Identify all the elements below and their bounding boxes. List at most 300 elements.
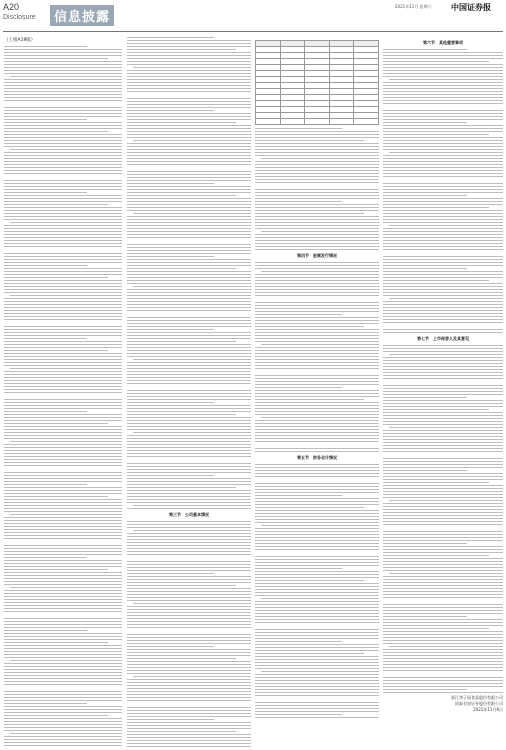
text-line [255, 408, 379, 409]
text-line [127, 204, 251, 205]
body-text [127, 37, 251, 509]
text-line [4, 143, 122, 144]
text-line [383, 683, 503, 684]
text-line [255, 143, 379, 144]
text-line [4, 742, 122, 743]
text-line [383, 476, 503, 477]
text-line [261, 231, 379, 232]
text-line [255, 492, 379, 493]
text-line [4, 517, 122, 518]
text-line [127, 579, 251, 580]
text-line [255, 647, 379, 648]
text-line [255, 240, 379, 241]
text-line [383, 113, 503, 114]
text-line [4, 508, 122, 509]
text-line [4, 326, 122, 327]
text-line [127, 567, 251, 568]
text-line [127, 685, 251, 686]
text-line [4, 426, 122, 427]
text-line [383, 543, 467, 544]
text-line [383, 49, 467, 50]
text-line [4, 417, 122, 418]
text-line [4, 657, 122, 658]
text-line [4, 712, 122, 713]
text-line [127, 371, 251, 372]
text-line [127, 323, 251, 324]
text-line [255, 677, 379, 678]
text-line [127, 207, 251, 208]
text-line [4, 82, 122, 83]
text-line [4, 669, 122, 670]
table-cell [256, 119, 281, 125]
text-line [255, 350, 379, 351]
text-line [255, 604, 379, 605]
text-line [127, 527, 251, 528]
text-line [255, 613, 379, 614]
text-line [127, 402, 214, 403]
column-1 [4, 37, 122, 747]
text-line [383, 400, 503, 401]
text-line [255, 577, 379, 578]
text-line [127, 277, 251, 278]
text-line [127, 304, 251, 305]
text-line [383, 277, 503, 278]
text-line [4, 654, 122, 655]
text-line [127, 262, 251, 263]
text-line [4, 61, 122, 62]
text-line [383, 173, 503, 174]
text-line [255, 311, 379, 312]
text-line [383, 88, 503, 89]
section-heading: 第六节 其他重要事项 [423, 40, 463, 45]
text-line [4, 119, 87, 120]
text-line [255, 695, 379, 696]
text-line [383, 58, 503, 59]
text-line [255, 137, 379, 138]
text-line [255, 616, 379, 617]
text-line [255, 128, 342, 129]
text-line [4, 675, 122, 676]
text-line [4, 721, 122, 722]
text-line [4, 64, 122, 65]
text-line [127, 347, 251, 348]
text-line [127, 149, 251, 150]
text-line [4, 572, 122, 573]
text-line [383, 558, 503, 559]
text-line [127, 338, 251, 339]
text-line [10, 295, 122, 296]
text-line [127, 289, 251, 290]
text-line [4, 663, 122, 664]
text-line [127, 125, 251, 126]
text-line [383, 433, 503, 434]
text-line [4, 450, 122, 451]
text-line [4, 231, 122, 232]
text-line [383, 161, 503, 162]
text-line [383, 262, 503, 263]
text-line [255, 292, 379, 293]
text-line [127, 158, 251, 159]
text-line [383, 131, 503, 132]
text-line [255, 464, 379, 465]
text-line [127, 472, 251, 473]
text-line [127, 700, 251, 701]
text-line [10, 660, 122, 661]
text-line [383, 448, 503, 449]
text-line [4, 681, 122, 682]
text-line [4, 201, 122, 202]
text-line [255, 335, 379, 336]
text-line [4, 672, 122, 673]
text-line [255, 381, 379, 382]
text-line [127, 694, 251, 695]
body-text [255, 464, 379, 718]
text-line [127, 332, 251, 333]
text-line [127, 152, 251, 153]
text-line [4, 639, 122, 640]
text-line [255, 689, 379, 690]
text-line [383, 73, 503, 74]
text-line [255, 438, 379, 439]
text-line [383, 616, 467, 617]
text-line [4, 164, 122, 165]
text-line [4, 678, 122, 679]
text-line [255, 347, 379, 348]
text-line [127, 110, 214, 111]
text-line [4, 116, 122, 117]
text-line [4, 371, 122, 372]
text-line [383, 231, 503, 232]
text-line [4, 691, 122, 692]
text-line [255, 619, 379, 620]
text-line [127, 335, 251, 336]
text-line [383, 259, 503, 260]
text-line [4, 49, 122, 50]
text-line [4, 338, 87, 339]
text-line [4, 399, 122, 400]
text-line [255, 359, 379, 360]
text-line [4, 155, 122, 156]
text-line [255, 711, 379, 712]
text-line [383, 442, 503, 443]
text-line [383, 622, 503, 623]
text-line [127, 570, 251, 571]
column-3 [255, 37, 379, 747]
text-line [4, 79, 122, 80]
text-line [127, 536, 251, 537]
text-line [383, 295, 503, 296]
text-line [127, 298, 251, 299]
text-line [255, 537, 379, 538]
text-line [383, 268, 467, 269]
text-line [4, 684, 122, 685]
text-line [4, 225, 122, 226]
text-line [4, 724, 122, 725]
text-line [255, 568, 342, 569]
text-line [4, 432, 122, 433]
text-line [383, 155, 503, 156]
text-line [133, 676, 251, 677]
text-line [4, 505, 122, 506]
text-line [10, 587, 122, 588]
text-line [127, 664, 251, 665]
text-line [261, 598, 379, 599]
text-line [127, 82, 251, 83]
text-line [4, 97, 122, 98]
text-line [4, 703, 87, 704]
text-line [4, 484, 87, 485]
text-line [127, 649, 251, 650]
text-line [383, 604, 503, 605]
newspaper-logo: 中国证券报 [451, 2, 491, 12]
text-line [383, 216, 503, 217]
text-line [383, 283, 503, 284]
text-line [383, 222, 503, 223]
text-line [127, 326, 251, 327]
text-line [127, 192, 251, 193]
page-number: A20 [3, 2, 20, 12]
text-line [383, 412, 503, 413]
text-line [383, 67, 503, 68]
text-line [383, 549, 503, 550]
text-line [4, 408, 122, 409]
text-line [127, 64, 251, 65]
text-line [255, 210, 379, 211]
text-line [383, 329, 503, 330]
text-line [127, 438, 251, 439]
text-line [127, 143, 251, 144]
text-line [4, 593, 122, 594]
text-line [127, 716, 251, 717]
text-line [255, 629, 379, 630]
text-line [383, 597, 503, 598]
text-line [389, 500, 503, 501]
text-line [4, 608, 122, 609]
text-line [127, 365, 251, 366]
text-line [383, 256, 503, 257]
text-line [255, 362, 379, 363]
text-line [127, 719, 214, 720]
text-line [127, 79, 251, 80]
text-line [127, 728, 251, 729]
text-line [383, 52, 503, 53]
text-line [4, 709, 122, 710]
text-line [389, 354, 503, 355]
signoff [383, 695, 503, 713]
text-line [127, 393, 251, 394]
text-line [4, 158, 122, 159]
text-line [255, 176, 379, 177]
text-line [4, 183, 122, 184]
text-line [4, 283, 122, 284]
text-line [127, 61, 251, 62]
text-line [127, 585, 236, 586]
text-line [127, 725, 251, 726]
text-line [383, 307, 503, 308]
text-line [127, 469, 251, 470]
text-line [4, 286, 122, 287]
text-line [383, 94, 503, 95]
text-line [127, 667, 251, 668]
text-line [255, 473, 379, 474]
text-line [127, 582, 251, 583]
text-line [383, 375, 503, 376]
text-line [4, 420, 122, 421]
text-line [255, 435, 379, 436]
text-line [389, 225, 503, 226]
text-line [383, 458, 503, 459]
text-line [4, 110, 122, 111]
text-line [127, 646, 214, 647]
text-line [4, 107, 122, 108]
text-line [4, 316, 122, 317]
text-line [255, 393, 379, 394]
text-line [255, 559, 379, 560]
text-line [383, 249, 503, 250]
text-line [255, 540, 379, 541]
text-line [127, 634, 251, 635]
text-line [4, 307, 122, 308]
text-line [4, 292, 122, 293]
text-line [4, 459, 122, 460]
text-line [255, 295, 379, 296]
text-line [383, 643, 503, 644]
text-line [127, 155, 251, 156]
text-line [4, 618, 122, 619]
text-line [255, 662, 379, 663]
text-line [4, 478, 122, 479]
text-line [127, 329, 214, 330]
text-line [127, 539, 251, 540]
text-line [4, 180, 122, 181]
text-line [127, 591, 251, 592]
text-line [4, 535, 122, 536]
text-line [127, 225, 251, 226]
text-line [383, 451, 503, 452]
text-line [383, 195, 467, 196]
text-line [389, 573, 503, 574]
text-line [4, 411, 87, 412]
text-line [255, 308, 379, 309]
text-line [127, 447, 251, 448]
text-line [4, 718, 122, 719]
text-line [383, 348, 503, 349]
text-line [4, 94, 122, 95]
text-line [4, 301, 122, 302]
text-line [4, 256, 122, 257]
text-line [127, 521, 251, 522]
text-line [127, 164, 251, 165]
text-line [127, 88, 251, 89]
text-line [255, 314, 342, 315]
text-line [383, 146, 503, 147]
text-line [127, 484, 251, 485]
text-line [255, 451, 379, 452]
text-line [255, 501, 379, 502]
text-line [383, 619, 503, 620]
body-text [255, 262, 379, 452]
body-text [4, 46, 122, 747]
text-line [127, 43, 251, 44]
text-line [383, 445, 503, 446]
text-line [383, 366, 503, 367]
text-line [383, 372, 503, 373]
text-line [383, 461, 503, 462]
text-line [127, 734, 251, 735]
text-line [255, 164, 379, 165]
table-cell [305, 119, 330, 125]
text-line [255, 717, 379, 718]
text-line [261, 271, 379, 272]
text-line [383, 610, 503, 611]
text-line [127, 104, 251, 105]
text-line [127, 673, 251, 674]
body-text [127, 521, 251, 747]
text-line [383, 70, 503, 71]
text-line [383, 246, 503, 247]
text-line [383, 140, 503, 141]
text-line [383, 521, 503, 522]
continued-tag: （上接A19版） [4, 38, 36, 43]
text-line [127, 533, 251, 534]
text-line [127, 219, 251, 220]
text-line [255, 356, 379, 357]
text-line [255, 653, 364, 654]
text-line [127, 46, 251, 47]
text-line [255, 378, 379, 379]
text-line [4, 627, 122, 628]
text-line [127, 198, 251, 199]
text-line [4, 122, 122, 123]
text-line [127, 134, 251, 135]
text-line [383, 345, 503, 346]
text-line [255, 198, 379, 199]
text-line [127, 426, 251, 427]
text-line [255, 338, 379, 339]
text-line [4, 630, 87, 631]
text-line [127, 341, 236, 342]
text-line [255, 131, 379, 132]
text-line [383, 670, 503, 671]
text-line [127, 502, 251, 503]
text-line [4, 189, 122, 190]
text-line [127, 475, 214, 476]
text-line [389, 298, 503, 299]
text-line [383, 240, 503, 241]
table-row [256, 119, 379, 125]
text-line [383, 546, 503, 547]
text-line [255, 155, 379, 156]
text-line [127, 597, 251, 598]
text-line [383, 313, 503, 314]
text-line [127, 554, 251, 555]
text-line [255, 674, 379, 675]
text-line [127, 101, 251, 102]
text-line [4, 575, 122, 576]
text-line [127, 189, 251, 190]
text-line [127, 368, 251, 369]
text-line [255, 665, 379, 666]
text-line [127, 195, 236, 196]
text-line [383, 357, 503, 358]
text-line [255, 283, 379, 284]
text-line [255, 246, 379, 247]
signoff-company: 浙江李子园食品股份有限公司 [451, 695, 503, 700]
text-line [383, 686, 503, 687]
text-line [127, 679, 251, 680]
text-line [4, 380, 122, 381]
text-line [383, 378, 503, 379]
